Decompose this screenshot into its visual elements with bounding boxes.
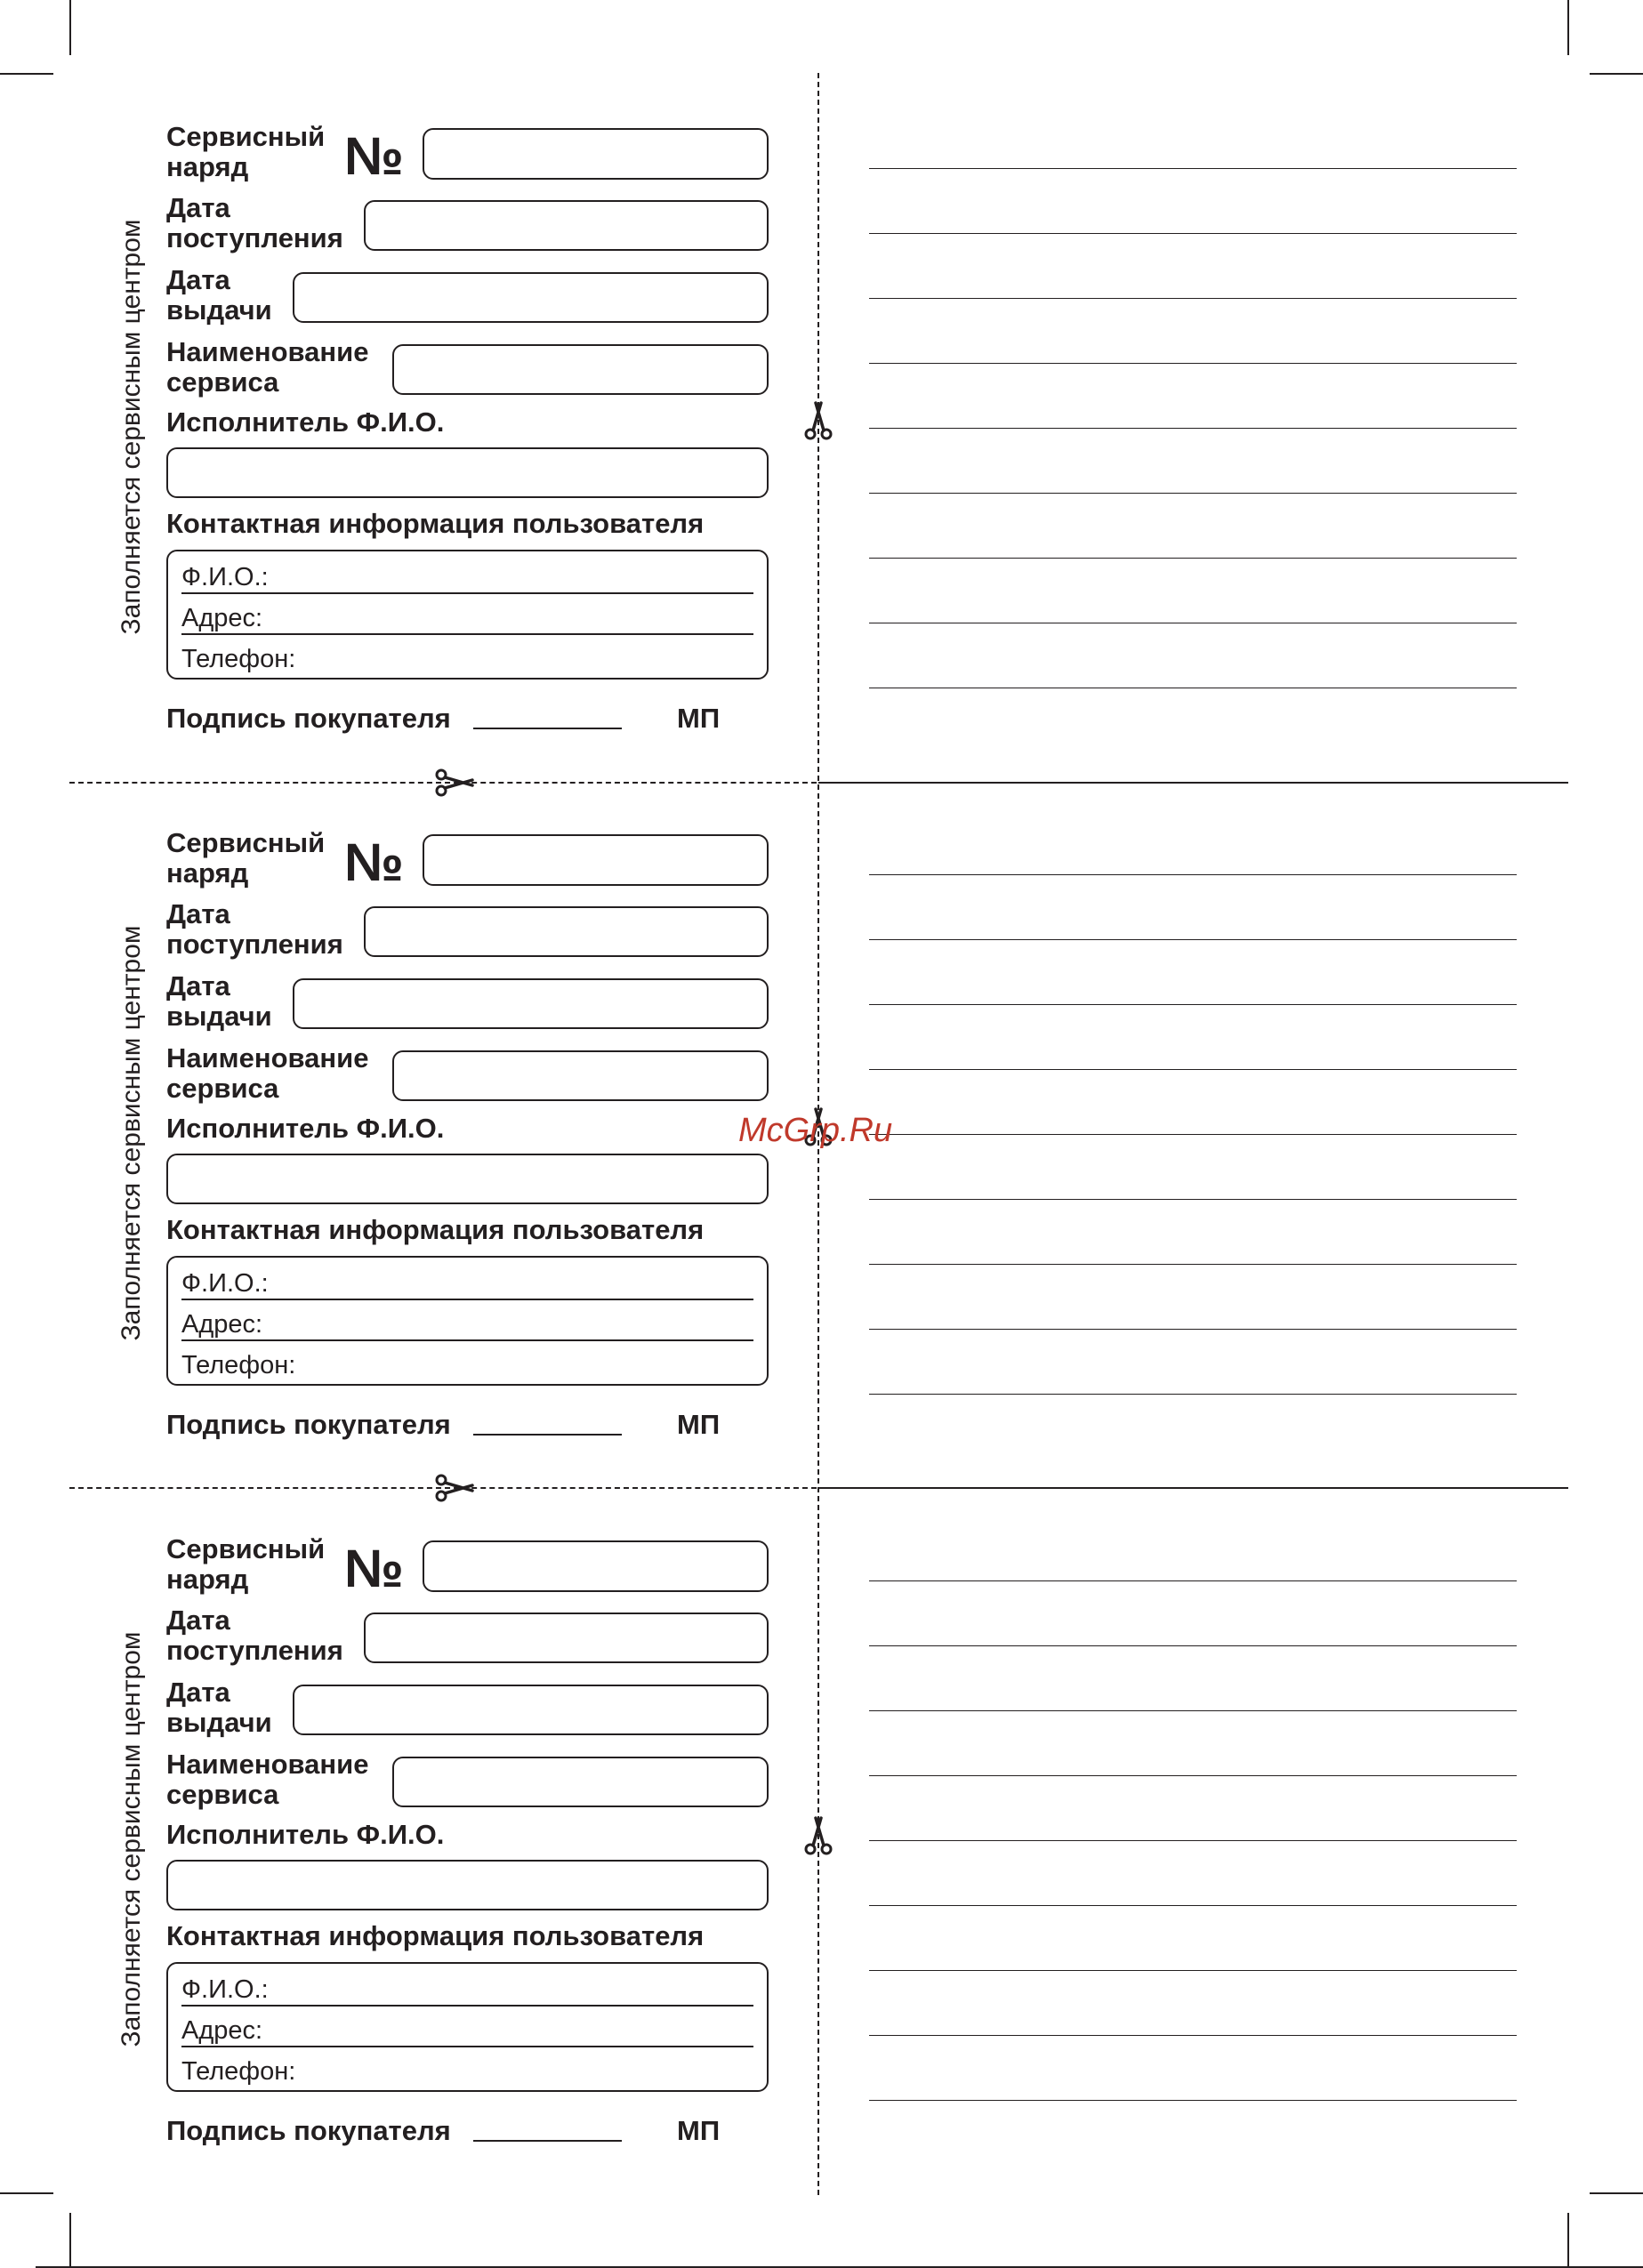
received-date-field[interactable]	[364, 200, 769, 251]
received-label-line1: Дата	[166, 898, 230, 929]
service-label-line2: сервиса	[166, 1779, 279, 1810]
side-label: Заполняется сервисным центром	[117, 219, 146, 635]
received-date-field[interactable]	[364, 906, 769, 957]
contact-address-label: Адрес:	[181, 604, 263, 632]
stamp-label: МП	[677, 703, 721, 734]
contact-box	[166, 550, 769, 680]
issued-label-line2: выдачи	[166, 294, 272, 326]
note-line[interactable]	[869, 1264, 1517, 1265]
received-date-field[interactable]	[364, 1613, 769, 1663]
contact-phone[interactable]	[181, 1341, 753, 1382]
contact-fio-label: Ф.И.О.:	[181, 1975, 269, 2004]
executor-label: Исполнитель Ф.И.О.	[166, 1819, 445, 1850]
note-line[interactable]	[869, 168, 1517, 169]
received-label-line1: Дата	[166, 1604, 230, 1636]
received-label-line2: поступления	[166, 1635, 343, 1666]
side-label: Заполняется сервисным центром	[117, 1631, 146, 2047]
executor-field[interactable]	[166, 1154, 769, 1204]
note-line[interactable]	[869, 1645, 1517, 1646]
order-label-line2: наряд	[166, 151, 249, 182]
order-label-line1: Сервисный	[166, 121, 326, 152]
issued-date-field[interactable]	[293, 978, 769, 1029]
stamp-label: МП	[677, 2115, 721, 2146]
crop-mark	[1567, 2213, 1569, 2268]
note-line[interactable]	[869, 1710, 1517, 1711]
side-label: Заполняется сервисным центром	[117, 925, 146, 1341]
note-line[interactable]	[869, 1970, 1517, 1971]
note-line[interactable]	[869, 939, 1517, 940]
service-name-field[interactable]	[392, 344, 769, 395]
service-label-line1: Наименование	[166, 1042, 369, 1074]
stamp-label: МП	[677, 1409, 721, 1440]
contact-phone[interactable]	[181, 2047, 753, 2088]
contact-fio[interactable]	[181, 1966, 753, 2007]
order-number-field[interactable]	[423, 128, 769, 180]
note-line[interactable]	[869, 2100, 1517, 2101]
signature-label: Подпись покупателя	[166, 703, 451, 734]
contact-phone[interactable]	[181, 635, 753, 676]
order-label-line2: наряд	[166, 857, 249, 889]
order-label-line2: наряд	[166, 1564, 249, 1595]
signature-label: Подпись покупателя	[166, 2115, 451, 2146]
note-line[interactable]	[869, 2035, 1517, 2036]
contact-title: Контактная информация пользователя	[166, 508, 705, 539]
note-line[interactable]	[869, 1329, 1517, 1330]
note-line[interactable]	[869, 428, 1517, 429]
note-line[interactable]	[869, 1905, 1517, 1906]
note-line[interactable]	[869, 1840, 1517, 1841]
issued-label-line1: Дата	[166, 1677, 230, 1708]
contact-address[interactable]	[181, 594, 753, 635]
number-sign: №	[344, 832, 404, 892]
issued-label-line1: Дата	[166, 264, 230, 295]
note-line[interactable]	[869, 1394, 1517, 1395]
contact-fio[interactable]	[181, 1259, 753, 1300]
contact-phone-label: Телефон:	[181, 2057, 296, 2086]
received-label-line2: поступления	[166, 222, 343, 253]
note-line[interactable]	[869, 1069, 1517, 1070]
note-line[interactable]	[869, 1199, 1517, 1200]
service-coupon-1	[0, 0, 1643, 783]
executor-label: Исполнитель Ф.И.О.	[166, 1113, 445, 1144]
service-label-line2: сервиса	[166, 1073, 279, 1104]
contact-fio-label: Ф.И.О.:	[181, 1269, 269, 1298]
issued-label-line1: Дата	[166, 970, 230, 1001]
contact-fio[interactable]	[181, 553, 753, 594]
contact-title: Контактная информация пользователя	[166, 1214, 705, 1245]
order-number-field[interactable]	[423, 834, 769, 886]
order-label-line1: Сервисный	[166, 1533, 326, 1564]
contact-phone-label: Телефон:	[181, 1351, 296, 1379]
crop-mark	[69, 2213, 71, 2268]
issued-date-field[interactable]	[293, 1685, 769, 1735]
service-label-line1: Наименование	[166, 1749, 369, 1780]
order-label-line1: Сервисный	[166, 827, 326, 858]
issued-label-line2: выдачи	[166, 1707, 272, 1738]
note-line[interactable]	[869, 493, 1517, 494]
issued-date-field[interactable]	[293, 272, 769, 323]
service-label-line1: Наименование	[166, 336, 369, 367]
received-label-line2: поступления	[166, 929, 343, 960]
note-line[interactable]	[869, 298, 1517, 299]
number-sign: №	[344, 1539, 404, 1598]
note-line[interactable]	[869, 363, 1517, 364]
note-line[interactable]	[869, 1580, 1517, 1581]
service-coupon-3	[0, 1409, 1643, 2195]
executor-field[interactable]	[166, 447, 769, 498]
number-sign: №	[344, 126, 404, 186]
service-label-line2: сервиса	[166, 366, 279, 398]
note-line[interactable]	[869, 233, 1517, 234]
contact-box	[166, 1256, 769, 1386]
contact-address[interactable]	[181, 2007, 753, 2047]
note-line[interactable]	[869, 1004, 1517, 1005]
note-line[interactable]	[869, 1134, 1517, 1135]
contact-address-label: Адрес:	[181, 1310, 263, 1339]
issued-label-line2: выдачи	[166, 1001, 272, 1032]
contact-box	[166, 1962, 769, 2092]
received-label-line1: Дата	[166, 192, 230, 223]
note-line[interactable]	[869, 874, 1517, 875]
service-name-field[interactable]	[392, 1050, 769, 1101]
signature-label: Подпись покупателя	[166, 1409, 451, 1440]
signature-line[interactable]	[473, 2140, 622, 2142]
contact-fio-label: Ф.И.О.:	[181, 563, 269, 591]
watermark: McGrp.Ru	[738, 1112, 893, 1149]
contact-title: Контактная информация пользователя	[166, 1920, 705, 1951]
service-name-field[interactable]	[392, 1757, 769, 1807]
order-number-field[interactable]	[423, 1540, 769, 1592]
contact-address-label: Адрес:	[181, 2016, 263, 2045]
executor-field[interactable]	[166, 1860, 769, 1910]
contact-address[interactable]	[181, 1300, 753, 1341]
note-line[interactable]	[869, 1775, 1517, 1776]
contact-phone-label: Телефон:	[181, 645, 296, 673]
note-line[interactable]	[869, 558, 1517, 559]
executor-label: Исполнитель Ф.И.О.	[166, 406, 445, 438]
service-coupon-2	[0, 703, 1643, 1489]
